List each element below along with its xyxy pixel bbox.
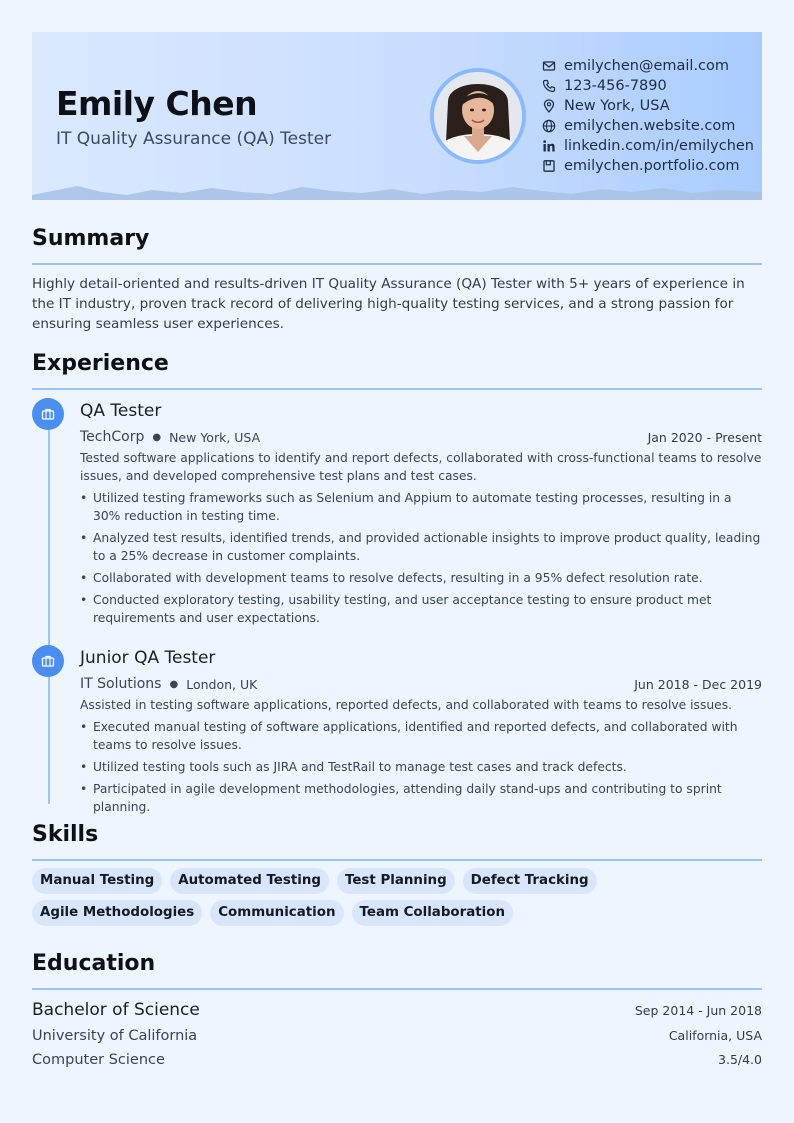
education-divider: [32, 988, 762, 990]
skill-chip: Communication: [210, 900, 343, 926]
summary-divider: [32, 263, 762, 265]
job-dates: Jun 2018 - Dec 2019: [634, 676, 762, 692]
list-item: • Conducted exploratory testing, usability testing, and user acceptance testing to ensure product met requirements and user expectations.: [80, 591, 762, 627]
contact-portfolio-text: emilychen.portfolio.com: [564, 158, 740, 174]
skills-divider: [32, 859, 762, 861]
briefcase-icon: [32, 645, 64, 677]
skill-chip: Test Planning: [337, 868, 455, 894]
education-heading: Education: [32, 951, 156, 976]
list-item: • Participated in agile development methodologies, attending daily stand-ups and contributing to sprint planning.: [80, 780, 762, 816]
education-gpa: 3.5/4.0: [718, 1052, 762, 1067]
contact-linkedin-text: linkedin.com/in/emilychen: [564, 138, 754, 154]
education-dates: Sep 2014 - Jun 2018: [634, 1003, 762, 1018]
list-item: • Analyzed test results, identified trends, and provided actionable insights to improve product quality, leading to a 25% decrease in customer complaints.: [80, 529, 762, 565]
profile-photo: [430, 68, 526, 164]
job-title: Junior QA Tester: [80, 648, 216, 668]
education-field: Computer Science: [32, 1052, 165, 1068]
globe-icon: [542, 119, 556, 133]
location-pin-icon: [542, 99, 556, 113]
contact-list: [542, 56, 754, 176]
list-item: • Collaborated with development teams to resolve defects, resulting in a 95% defect resolution rate.: [80, 569, 762, 587]
job-description: Tested software applications to identify and report defects, collaborated with cross-functional teams to resolve issues, and developed comprehensive test plans and test cases.: [80, 451, 762, 483]
resume-header: [32, 32, 762, 200]
skill-chip: Automated Testing: [170, 868, 329, 894]
education-location: California, USA: [668, 1028, 762, 1043]
contact-linkedin[interactable]: [542, 136, 754, 156]
job-entry: [80, 647, 762, 820]
education-degree: Bachelor of Science: [32, 1000, 200, 1020]
education-school: University of California: [32, 1028, 198, 1044]
job-bullets: [80, 718, 762, 816]
job-meta: [80, 673, 762, 695]
education-degree-row: [32, 1000, 762, 1020]
summary-heading: Summary: [32, 226, 150, 251]
phone-icon: [542, 79, 556, 93]
contact-website-text: emilychen.website.com: [564, 118, 736, 134]
contact-email[interactable]: [542, 56, 754, 76]
experience-divider: [32, 388, 762, 390]
contact-website[interactable]: [542, 116, 754, 136]
job-location: London, UK: [186, 676, 258, 692]
job-title: QA Tester: [80, 401, 162, 421]
contact-email-text: emilychen@email.com: [564, 58, 730, 74]
list-item: • Utilized testing tools such as JIRA and TestRail to manage test cases and track defects.: [80, 758, 762, 776]
contact-phone[interactable]: [542, 76, 754, 96]
education-school-row: [32, 1028, 762, 1044]
skill-chip: Defect Tracking: [463, 868, 597, 894]
skills-heading: Skills: [32, 822, 99, 847]
list-item: • Utilized testing frameworks such as Selenium and Appium to automate testing processes, resulting in a 30% reduction in testing time.: [80, 489, 762, 525]
contact-location-text: New York, USA: [564, 98, 670, 114]
summary-text: Highly detail-oriented and results-driven IT Quality Assurance (QA) Tester with 5+ years of experience in the IT industry, proven track record of delivering high-quality testing services, and a strong passion for ensuring seamless user experiences.: [32, 276, 745, 332]
candidate-name: Emily Chen: [56, 84, 258, 123]
job-company: IT Solutions: [80, 676, 162, 692]
education-field-row: [32, 1052, 762, 1068]
job-bullets: [80, 489, 762, 627]
header-wave-decoration: [32, 184, 762, 200]
contact-location: [542, 96, 754, 116]
list-item: • Executed manual testing of software applications, identified and reported defects, and collaborated with teams to resolve issues.: [80, 718, 762, 754]
skill-chip: Team Collaboration: [352, 900, 513, 926]
job-description: Assisted in testing software applications, reported defects, and collaborated with teams to resolve issues.: [80, 698, 733, 712]
experience-timeline: [48, 412, 50, 804]
skill-chip: Agile Methodologies: [32, 900, 202, 926]
skill-chip: Manual Testing: [32, 868, 162, 894]
candidate-role: IT Quality Assurance (QA) Tester: [56, 129, 332, 149]
job-entry: [80, 400, 762, 631]
skills-list: [32, 868, 762, 926]
linkedin-icon: [542, 139, 556, 153]
meta-separator: ●: [152, 431, 162, 443]
meta-separator: ●: [169, 678, 179, 690]
briefcase-icon: [32, 398, 64, 430]
job-meta: [80, 426, 762, 448]
experience-heading: Experience: [32, 351, 169, 376]
mail-icon: [542, 59, 556, 73]
portfolio-icon: [542, 159, 556, 173]
contact-phone-text: 123-456-7890: [564, 78, 667, 94]
job-location: New York, USA: [169, 429, 261, 445]
job-dates: Jan 2020 - Present: [647, 429, 762, 445]
job-company: TechCorp: [80, 429, 145, 445]
contact-portfolio[interactable]: [542, 156, 754, 176]
